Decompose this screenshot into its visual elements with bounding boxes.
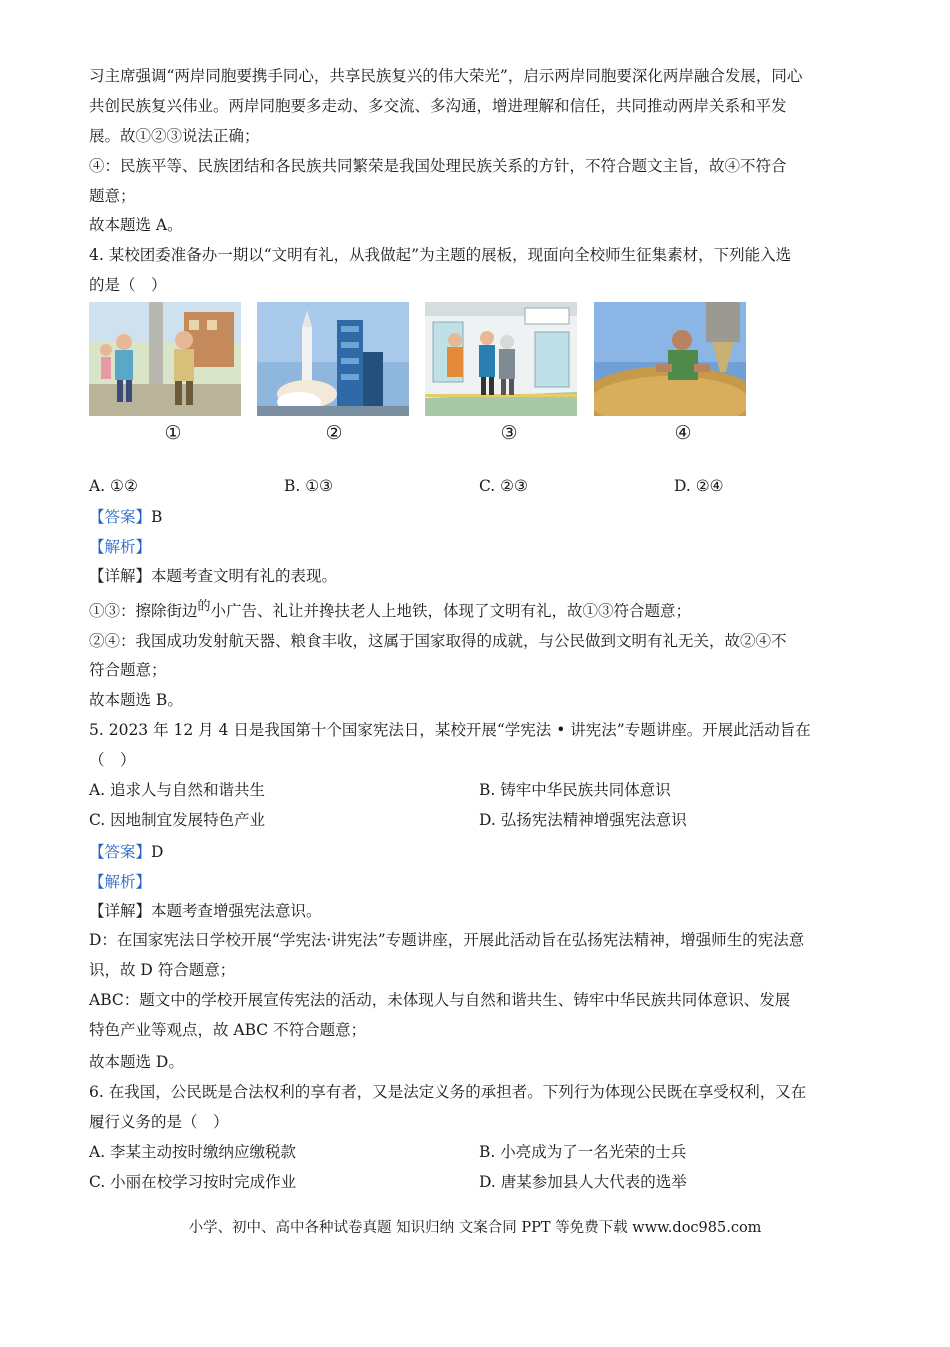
answer-tag: 【答案】: [89, 843, 152, 861]
answer-value: B: [151, 508, 163, 526]
image-label-2: ②: [325, 422, 343, 444]
q4-option-d: D. ②④: [674, 477, 724, 495]
expl-superscript: 的: [197, 599, 211, 614]
q4-analysis-tag: [89, 537, 151, 557]
analysis-tag: 【解析】: [89, 873, 152, 891]
image-subway-courtesy: [425, 302, 577, 416]
q5-answer: [89, 842, 163, 862]
q4-explanation-2: 符合题意；: [89, 661, 167, 679]
detail-tag: 【详解】: [89, 567, 152, 585]
q6-option-c: C. 小丽在校学习按时完成作业: [89, 1173, 297, 1191]
question-6-stem: 履行义务的是（ ）: [89, 1113, 229, 1131]
question-5-stem: 5. 2023 年 12 月 4 日是我国第十个国家宪法日，某校开展“学宪法 • 讲宪法”专题讲座。开展此活动旨在: [89, 721, 811, 739]
q6-option-b: B. 小亮成为了一名光荣的士兵: [479, 1143, 687, 1161]
page-footer: 小学、初中、高中各种试卷真题 知识归纳 文案合同 PPT 等免费下载 www.doc985.com: [188, 1220, 762, 1236]
q6-option-a: A. 李某主动按时缴纳应缴税款: [89, 1143, 297, 1161]
q5-option-d: D. 弘扬宪法精神增强宪法意识: [479, 811, 687, 829]
q5-option-b: B. 铸牢中华民族共同体意识: [479, 781, 671, 799]
analysis-tag: 【解析】: [89, 538, 152, 556]
question-4-stem: 的是（ ）: [89, 276, 167, 294]
text-line: 习主席强调“两岸同胞要携手同心，共享民族复兴的伟大荣光”，启示两岸同胞要深化两岸融合发展，同心: [89, 67, 803, 85]
q5-detail: [89, 901, 322, 921]
q5-conclusion: 故本题选 D。: [89, 1053, 184, 1071]
image-cleaning-ads: [89, 302, 241, 416]
answer-tag: 【答案】: [89, 508, 152, 526]
detail-tag: 【详解】: [89, 902, 152, 920]
detail-text: 本题考查增强宪法意识。: [151, 902, 322, 920]
q5-option-a: A. 追求人与自然和谐共生: [89, 781, 266, 799]
expl-text: 小广告、礼让并搀扶老人上地铁，体现了文明有礼，故①③符合题意；: [210, 602, 692, 620]
detail-text: 本题考查文明有礼的表现。: [151, 567, 338, 585]
q5-analysis-tag: [89, 872, 151, 892]
text-line: 共创民族复兴伟业。两岸同胞要多走动、多交流、多沟通，增进理解和信任，共同推动两岸关系和平发: [89, 97, 787, 115]
q6-option-d: D. 唐某参加县人大代表的选举: [479, 1173, 687, 1191]
text-line: 故本题选 A。: [89, 216, 183, 234]
q5-explanation: ABC：题文中的学校开展宣传宪法的活动，未体现人与自然和谐共生、铸牢中华民族共同体意识、发展: [89, 991, 791, 1009]
q4-conclusion: 故本题选 B。: [89, 691, 183, 709]
q4-explanation-2: ②④：我国成功发射航天器、粮食丰收，这属于国家取得的成就，与公民做到文明有礼无关，故②④不: [89, 632, 787, 650]
expl-text: ①③：擦除街边: [89, 602, 198, 620]
q5-explanation: 特色产业等观点，故 ABC 不符合题意；: [89, 1021, 367, 1039]
text-line: 题意；: [89, 187, 136, 205]
q4-option-a: A. ①②: [89, 477, 138, 495]
text-line: 展。故①②③说法正确；: [89, 127, 260, 145]
question-4-stem: 4. 某校团委准备办一期以“文明有礼，从我做起”为主题的展板，现面向全校师生征集素材，下列能入选: [89, 246, 792, 264]
answer-value: D: [151, 843, 164, 861]
q5-option-c: C. 因地制宜发展特色产业: [89, 811, 266, 829]
q4-answer: [89, 507, 162, 527]
q4-option-c: C. ②③: [479, 477, 528, 495]
q4-explanation-1: [89, 601, 691, 623]
question-5-stem: （ ）: [89, 751, 136, 769]
image-rocket-launch: [257, 302, 409, 416]
q5-explanation: 识，故 D 符合题意；: [89, 961, 236, 979]
q4-option-b: B. ①③: [284, 477, 334, 495]
image-grain-harvest: [594, 302, 746, 416]
image-label-1: ①: [164, 422, 182, 444]
q4-detail: [89, 566, 337, 586]
question-6-stem: 6. 在我国，公民既是合法权利的享有者，又是法定义务的承担者。下列行为体现公民既在享受权利，又在: [89, 1083, 807, 1101]
q5-explanation: D：在国家宪法日学校开展“学宪法·讲宪法”专题讲座，开展此活动旨在弘扬宪法精神，增强师生的宪法意: [89, 931, 805, 949]
image-label-3: ③: [500, 422, 518, 444]
text-line: ④：民族平等、民族团结和各民族共同繁荣是我国处理民族关系的方针，不符合题文主旨，故④不符合: [89, 157, 787, 175]
image-label-4: ④: [674, 422, 692, 444]
